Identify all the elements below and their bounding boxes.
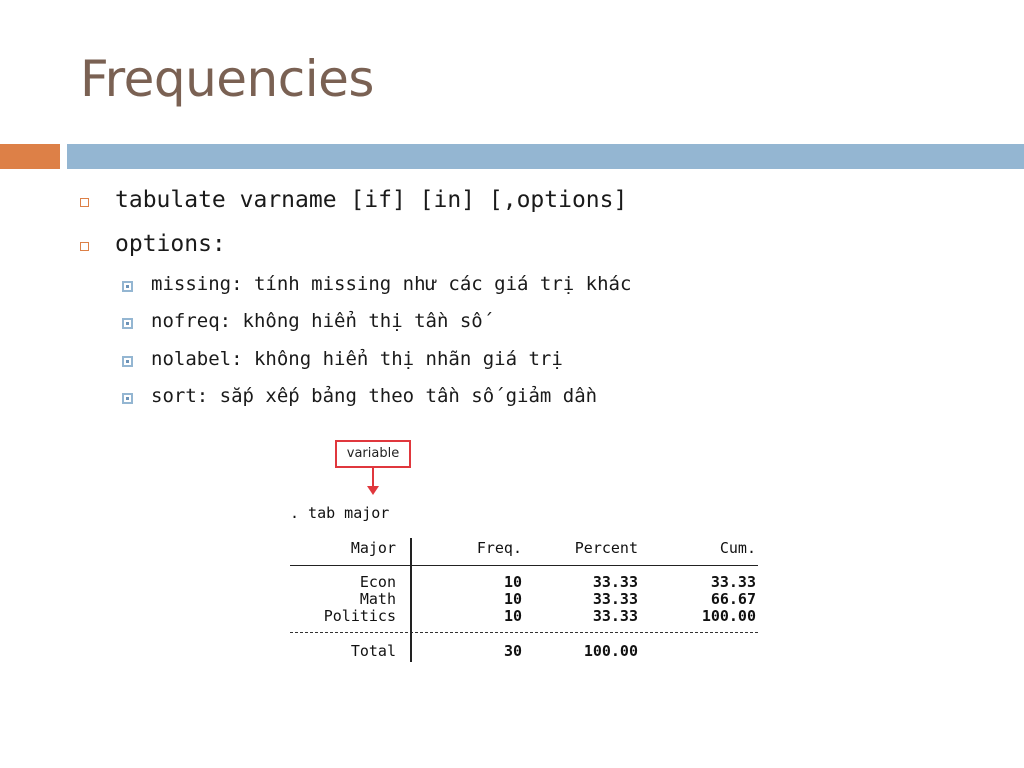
table-header-major: Major [350,539,396,557]
sub-bullet-text: nofreq: không hiển thị tần số [151,310,483,332]
arrow-down-icon [367,486,379,495]
sub-bullet-square-icon [122,318,133,329]
slide-title: Frequencies [80,50,374,108]
table-row-label: Math [359,590,396,608]
table-rule-dashed [290,632,758,633]
sub-bullet-text: sort: sắp xếp bảng theo tần số giảm dần [151,385,598,407]
table-row-cum: 33.33 [710,573,756,591]
bullet-square-icon [80,198,89,207]
table-row-label: Econ [359,573,396,591]
table-rule-top [290,565,758,566]
sub-bullet-square-icon [122,281,133,292]
bullet-text: tabulate varname [if] [in] [,options] [115,187,628,213]
table-vertical-rule [410,538,412,662]
table-row-freq: 10 [503,607,522,625]
table-header-percent: Percent [574,539,638,557]
stata-command: . tab major [290,504,390,522]
table-total-label: Total [350,642,396,660]
table-row-percent: 33.33 [592,573,638,591]
sub-bullet-text: nolabel: không hiển thị nhãn giá trị [151,348,563,370]
table-total-freq: 30 [503,642,522,660]
table-row-freq: 10 [503,590,522,608]
table-total-percent: 100.00 [583,642,638,660]
table-row-label: Politics [323,607,396,625]
table-header-cum: Cum. [719,539,756,557]
sub-bullet-square-icon [122,393,133,404]
callout-arrow-line [372,468,374,488]
table-header-freq: Freq. [476,539,522,557]
table-row-percent: 33.33 [592,607,638,625]
sub-bullet-square-icon [122,356,133,367]
table-row-freq: 10 [503,573,522,591]
table-row-percent: 33.33 [592,590,638,608]
table-row-cum: 100.00 [701,607,756,625]
bullet-square-icon [80,242,89,251]
sub-bullet-text: missing: tính missing như các giá trị khác [151,273,632,295]
bullet-text: options: [115,231,226,257]
variable-callout: variable [335,440,411,468]
table-row-cum: 66.67 [710,590,756,608]
